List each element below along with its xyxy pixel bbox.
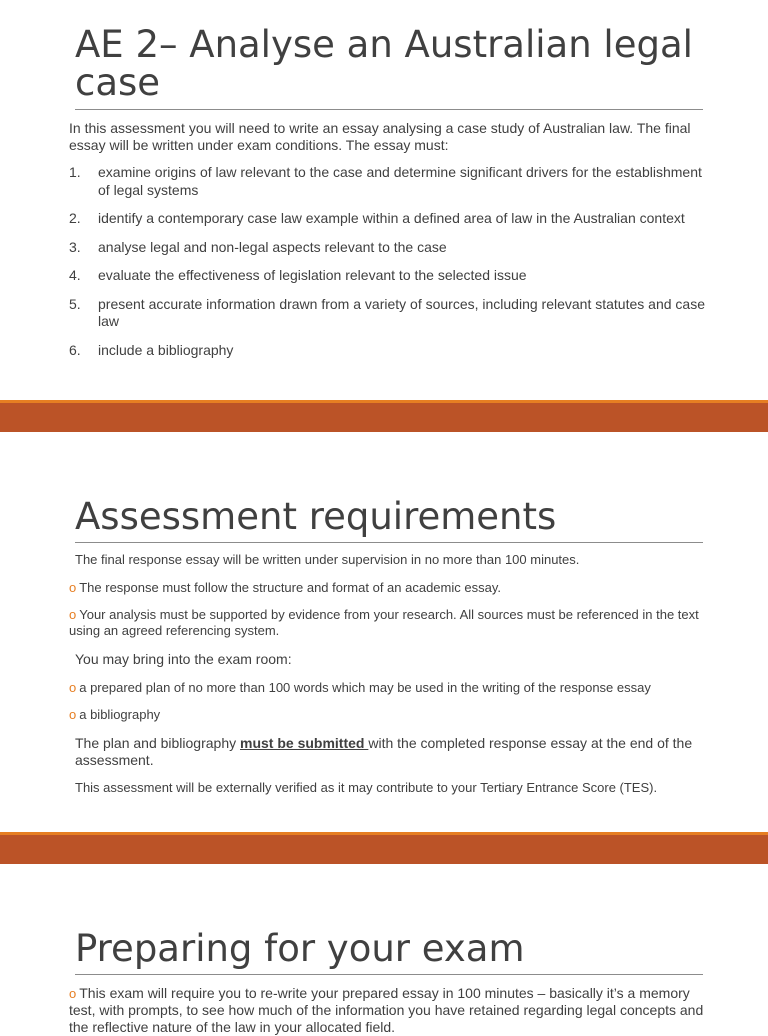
list-item-text: present accurate information drawn from a variety of sources, including relevant statutes and case law: [98, 295, 705, 329]
list-item: [69, 210, 709, 228]
slide-1: [0, 0, 768, 400]
bullet-text: Your analysis must be supported by evidence from your research. All sources must be referenced in the text using an agreed referencing system.: [69, 607, 699, 638]
slide-3: [0, 864, 768, 1035]
bullet-text: The response must follow the structure and format of an academic essay.: [79, 580, 501, 595]
list-item: [69, 296, 709, 331]
slide-1-title: AE 2– Analyse an Australian legal case: [75, 23, 693, 104]
list-item-text: analyse legal and non-legal aspects relevant to the case: [98, 238, 447, 255]
submission-emphasis: must be submitted: [240, 735, 369, 751]
bullet-text: a bibliography: [79, 707, 161, 722]
list-number: 2.: [69, 210, 81, 226]
bullet-text: a prepared plan of no more than 100 words which may be used in the writing of the response essay: [79, 680, 651, 695]
list-item: [69, 239, 709, 257]
paragraph-submission: [75, 735, 705, 769]
bullet-icon: o: [69, 986, 77, 1001]
slide-2: [0, 432, 768, 832]
list-item-text: examine origins of law relevant to the case and determine significant drivers for the establishment of legal systems: [98, 164, 702, 198]
slide-divider: [0, 832, 768, 864]
list-item-text: evaluate the effectiveness of legislation relevant to the selected issue: [98, 267, 527, 283]
slide-divider: [0, 400, 768, 432]
intro-paragraph: In this assessment you will need to write an essay analysing a case study of Australian law. The final essay will be written under exam conditions. The essay must:: [69, 120, 691, 153]
slide-2-title: Assessment requirements: [75, 495, 557, 538]
title-rule: [75, 974, 703, 975]
list-number: 1.: [69, 164, 81, 180]
submission-text-end: with the completed response essay at the end of the assessment.: [75, 735, 693, 768]
list-number: 3.: [69, 238, 81, 255]
title-rule: [75, 542, 703, 543]
bullet-icon: o: [69, 607, 77, 622]
bullet-item: [69, 707, 705, 723]
list-number: 5.: [69, 295, 81, 312]
bullet-item: [69, 580, 705, 596]
list-item: [69, 342, 709, 360]
list-number: 4.: [69, 267, 81, 283]
list-item: [69, 164, 709, 199]
bullet-icon: o: [69, 580, 77, 595]
list-item-text: identify a contemporary case law example within a defined area of law in the Australian context: [98, 210, 685, 226]
bullet-text: This exam will require you to re-write your prepared essay in 100 minutes – basically it’s a memory test, with prompts, to see how much of the information you have retained regarding legal concepts and the reflective nature of the law in your allocated field.: [69, 985, 704, 1035]
bullet-item: [69, 680, 705, 696]
bullet-item: [69, 985, 705, 1036]
paragraph-exam-room: You may bring into the exam room:: [75, 651, 292, 667]
bullet-item: [69, 607, 705, 639]
paragraph-duration: The final response essay will be written under supervision in no more than 100 minutes.: [75, 552, 580, 567]
requirements-list: [69, 164, 709, 370]
paragraph-verification: This assessment will be externally verified as it may contribute to your Tertiary Entrance Score (TES).: [75, 780, 658, 795]
list-number: 6.: [69, 341, 81, 358]
bullet-icon: o: [69, 680, 77, 695]
list-item-text: include a bibliography: [98, 341, 234, 358]
bullet-icon: o: [69, 707, 77, 722]
title-rule: [75, 109, 703, 110]
submission-text-start: The plan and bibliography: [75, 735, 241, 751]
list-item: [69, 267, 709, 285]
slide-3-title: Preparing for your exam: [75, 927, 525, 970]
